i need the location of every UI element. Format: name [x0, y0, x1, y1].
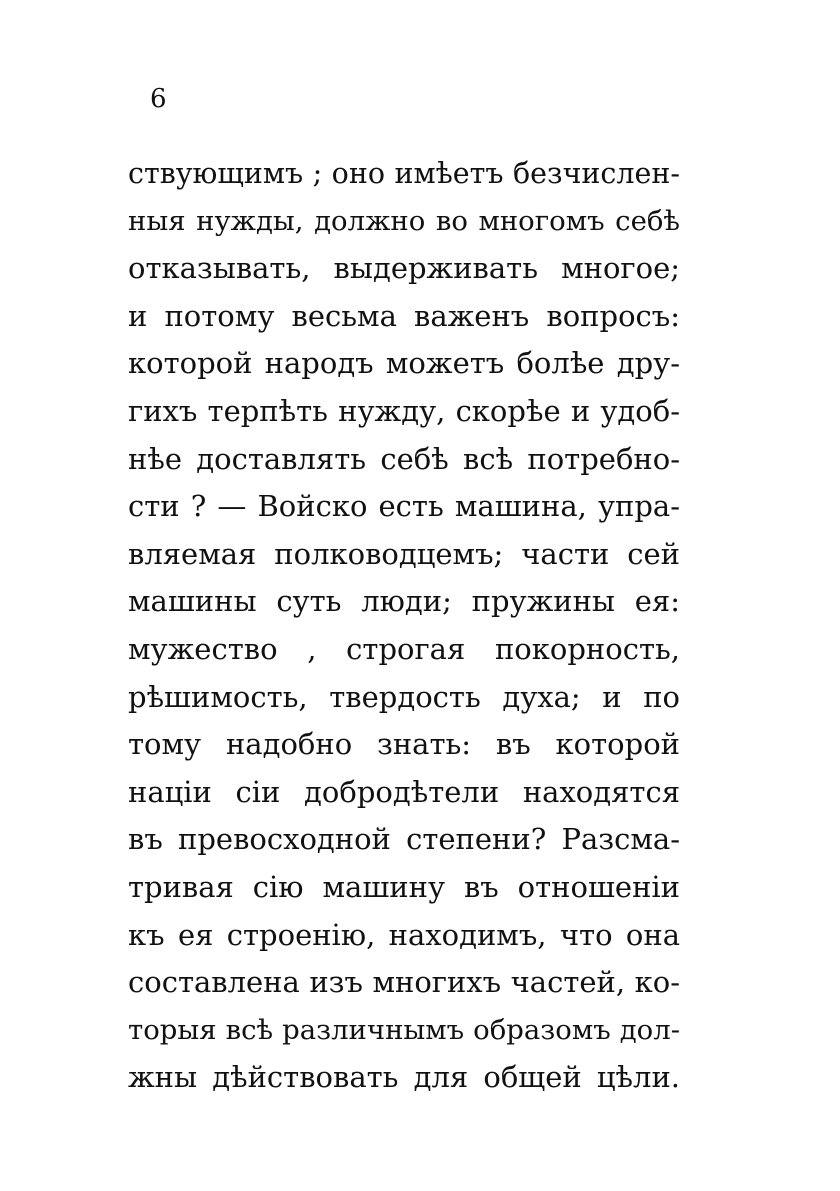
text-line: которой народъ можетъ болѣе дру- [128, 346, 680, 381]
text-line: тривая сію машину въ отношеніи [128, 869, 680, 904]
text-line: нѣе доставлять себѣ всѣ потребно- [128, 441, 680, 476]
body-text [128, 150, 680, 1102]
text-line: ныя нужды, должно во многомъ себѣ [128, 204, 680, 237]
text-line: тому надобно знать: въ которой [128, 727, 680, 762]
text-line: ствующимъ ; оно имѣетъ безчислен- [128, 157, 680, 190]
page-number: 6 [150, 84, 167, 114]
text-line: мужество , строгая покорность, [128, 631, 680, 666]
text-line: и потому весьма важенъ вопросъ: [128, 298, 680, 333]
text-line: торыя всѣ различнымъ образомъ дол- [128, 1013, 680, 1046]
text-line: отказывать, выдерживать многое; [128, 251, 680, 286]
text-line: гихъ терпѣть нужду, скорѣе и удоб- [128, 393, 680, 428]
text-line: машины суть люди; пружины ея: [128, 584, 680, 619]
text-line: вляемая полководцемъ; части сей [128, 536, 680, 571]
text-line: рѣшимость, твердость духа; и по [128, 679, 680, 714]
text-line: къ ея строенію, находимъ, что она [128, 917, 680, 952]
text-line: составлена изъ многихъ частей, ко- [128, 965, 680, 1000]
text-line: жны дѣйствовать для общей цѣли. [128, 1060, 680, 1095]
text-line: въ превосходной степени? Разсма- [128, 822, 680, 857]
text-line: сти ? — Войско есть машина, упра- [128, 489, 680, 524]
text-line: націи сіи добродѣтели находятся [128, 774, 680, 809]
